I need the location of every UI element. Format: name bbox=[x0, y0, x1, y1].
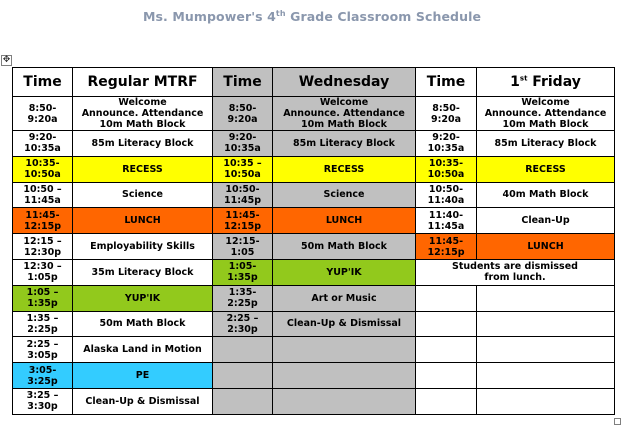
wednesday-activity: LUNCH bbox=[273, 208, 416, 234]
regular-activity: Science bbox=[73, 182, 213, 208]
friday-time: 9:20- 10:35a bbox=[416, 131, 477, 157]
table-row bbox=[13, 363, 615, 389]
wednesday-empty-activity bbox=[273, 363, 416, 389]
wednesday-empty-time bbox=[213, 363, 273, 389]
regular-time: 12:30 – 1:05p bbox=[13, 259, 73, 285]
friday-empty-activity bbox=[477, 337, 615, 363]
friday-activity: 85m Literacy Block bbox=[477, 131, 615, 157]
header-row bbox=[13, 68, 615, 97]
regular-activity: RECESS bbox=[73, 156, 213, 182]
table-row bbox=[13, 259, 615, 285]
friday-activity: 40m Math Block bbox=[477, 182, 615, 208]
table-row bbox=[13, 285, 615, 311]
wednesday-time: 8:50- 9:20a bbox=[213, 97, 273, 131]
regular-time: 9:20- 10:35a bbox=[13, 131, 73, 157]
header-time-regular: Time bbox=[13, 68, 73, 97]
regular-time: 3:05- 3:25p bbox=[13, 363, 73, 389]
friday-time: 10:35- 10:50a bbox=[416, 156, 477, 182]
regular-activity: LUNCH bbox=[73, 208, 213, 234]
table-resize-handle-icon[interactable] bbox=[614, 418, 621, 425]
friday-empty-time bbox=[416, 363, 477, 389]
wednesday-empty-activity bbox=[273, 337, 416, 363]
header-friday: 1st Friday bbox=[477, 68, 615, 97]
regular-time: 11:45- 12:15p bbox=[13, 208, 73, 234]
wednesday-empty-activity bbox=[273, 388, 416, 414]
wednesday-empty-time bbox=[213, 337, 273, 363]
table-row bbox=[13, 156, 615, 182]
regular-activity: Clean-Up & Dismissal bbox=[73, 388, 213, 414]
wednesday-time: 12:15- 1:05 bbox=[213, 234, 273, 260]
regular-time: 1:35 – 2:25p bbox=[13, 311, 73, 337]
wednesday-time: 1:35- 2:25p bbox=[213, 285, 273, 311]
wednesday-activity: Science bbox=[273, 182, 416, 208]
table-row bbox=[13, 234, 615, 260]
table-row bbox=[13, 388, 615, 414]
table-row bbox=[13, 311, 615, 337]
friday-activity: RECESS bbox=[477, 156, 615, 182]
friday-empty-time bbox=[416, 388, 477, 414]
regular-time: 10:50 – 11:45a bbox=[13, 182, 73, 208]
header-time-friday: Time bbox=[416, 68, 477, 97]
page-title: Ms. Mumpower's 4th Grade Classroom Schedule bbox=[142, 8, 482, 24]
friday-empty-activity bbox=[477, 285, 615, 311]
wednesday-activity: Art or Music bbox=[273, 285, 416, 311]
wednesday-activity: Welcome Announce. Attendance 10m Math Block bbox=[273, 97, 416, 131]
schedule-table bbox=[12, 67, 615, 415]
regular-activity: 50m Math Block bbox=[73, 311, 213, 337]
friday-time: 8:50- 9:20a bbox=[416, 97, 477, 131]
header-wednesday: Wednesday bbox=[273, 68, 416, 97]
friday-activity: Welcome Announce. Attendance 10m Math Block bbox=[477, 97, 615, 131]
wednesday-time: 9:20- 10:35a bbox=[213, 131, 273, 157]
regular-activity: YUP'IK bbox=[73, 285, 213, 311]
wednesday-activity: RECESS bbox=[273, 156, 416, 182]
friday-activity: Clean-Up bbox=[477, 208, 615, 234]
regular-time: 10:35- 10:50a bbox=[13, 156, 73, 182]
regular-time: 3:25 – 3:30p bbox=[13, 388, 73, 414]
wednesday-time: 11:45- 12:15p bbox=[213, 208, 273, 234]
friday-dismissal-note: Students are dismissed from lunch. bbox=[416, 259, 615, 285]
header-regular: Regular MTRF bbox=[73, 68, 213, 97]
regular-time: 8:50- 9:20a bbox=[13, 97, 73, 131]
friday-time: 10:50- 11:40a bbox=[416, 182, 477, 208]
regular-activity: Employability Skills bbox=[73, 234, 213, 260]
table-row bbox=[13, 337, 615, 363]
wednesday-time: 1:05- 1:35p bbox=[213, 259, 273, 285]
friday-activity: LUNCH bbox=[477, 234, 615, 260]
wednesday-empty-time bbox=[213, 388, 273, 414]
table-row bbox=[13, 131, 615, 157]
regular-time: 2:25 – 3:05p bbox=[13, 337, 73, 363]
wednesday-time: 2:25 – 2:30p bbox=[213, 311, 273, 337]
regular-activity: 35m Literacy Block bbox=[73, 259, 213, 285]
friday-empty-time bbox=[416, 337, 477, 363]
friday-time: 11:45- 12:15p bbox=[416, 234, 477, 260]
table-row bbox=[13, 97, 615, 131]
regular-activity: PE bbox=[73, 363, 213, 389]
friday-empty-activity bbox=[477, 311, 615, 337]
wednesday-time: 10:35 – 10:50a bbox=[213, 156, 273, 182]
friday-empty-activity bbox=[477, 388, 615, 414]
wednesday-activity: Clean-Up & Dismissal bbox=[273, 311, 416, 337]
wednesday-activity: YUP'IK bbox=[273, 259, 416, 285]
regular-time: 12:15 – 12:30p bbox=[13, 234, 73, 260]
friday-empty-activity bbox=[477, 363, 615, 389]
regular-activity: Welcome Announce. Attendance 10m Math Block bbox=[73, 97, 213, 131]
table-row bbox=[13, 182, 615, 208]
friday-empty-time bbox=[416, 311, 477, 337]
table-move-handle-icon[interactable]: ✥ bbox=[2, 55, 11, 65]
wednesday-activity: 85m Literacy Block bbox=[273, 131, 416, 157]
friday-empty-time bbox=[416, 285, 477, 311]
regular-activity: Alaska Land in Motion bbox=[73, 337, 213, 363]
header-time-wednesday: Time bbox=[213, 68, 273, 97]
wednesday-activity: 50m Math Block bbox=[273, 234, 416, 260]
friday-time: 11:40- 11:45a bbox=[416, 208, 477, 234]
regular-time: 1:05 – 1:35p bbox=[13, 285, 73, 311]
wednesday-time: 10:50- 11:45p bbox=[213, 182, 273, 208]
regular-activity: 85m Literacy Block bbox=[73, 131, 213, 157]
table-row bbox=[13, 208, 615, 234]
